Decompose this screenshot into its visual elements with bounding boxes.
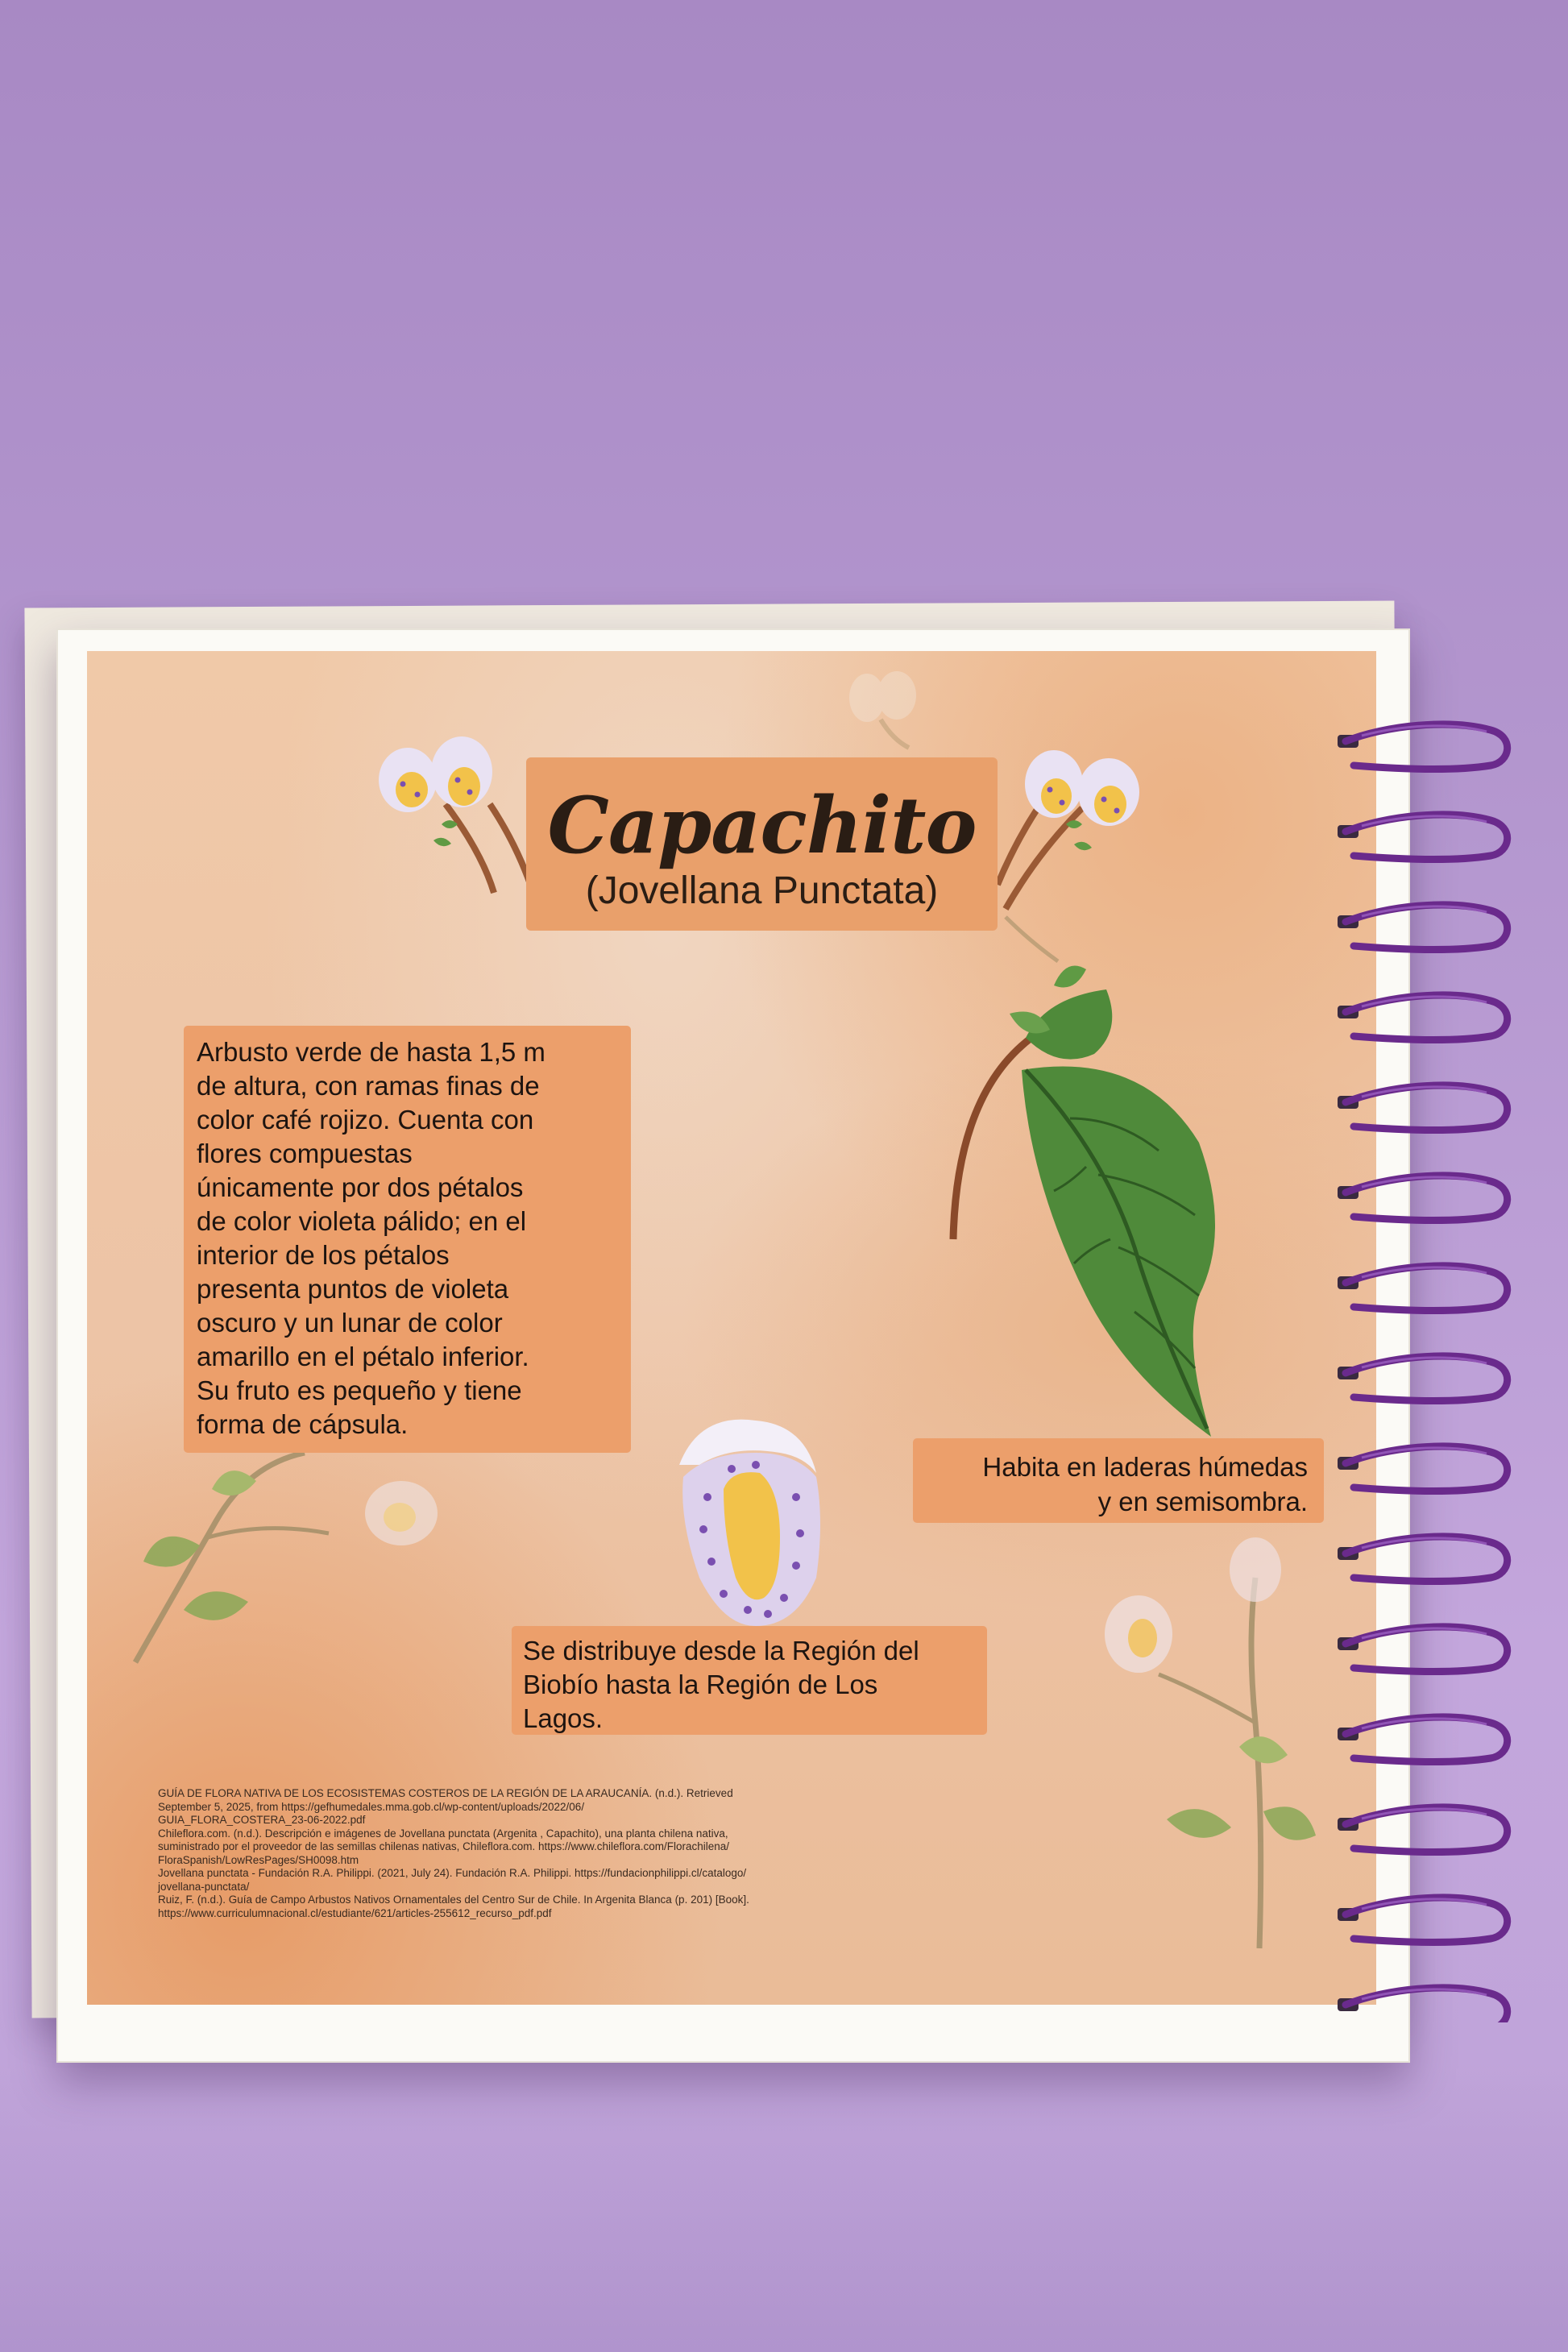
page-title: Capachito (547, 780, 977, 871)
description-line: amarillo en el pétalo inferior. (197, 1342, 529, 1371)
book-page (87, 651, 1376, 2005)
description-box (184, 1026, 631, 1453)
reference-line: FloraSpanish/LowResPages/SH0098.htm (158, 1853, 359, 1866)
spiral-coil-icon (1338, 815, 1508, 860)
reference-line: GUÍA DE FLORA NATIVA DE LOS ECOSISTEMAS COSTEROS DE LA REGIÓN DE LA ARAUCANÍA. (n.d.). Retrieved (158, 1787, 733, 1799)
reference-line: suministrado por el proveedor de las semillas chilenas nativas, Chileflora.com. https://www.chileflora.com/Florachilena/ (158, 1840, 730, 1852)
spiral-coil-icon (1338, 1807, 1508, 1852)
reference-line: Jovellana punctata - Fundación R.A. Philippi. (2021, July 24). Fundación R.A. Philippi. https://fundacionphilippi.cl/catalogo/ (158, 1867, 747, 1879)
habitat-line: Habita en laderas húmedas (982, 1452, 1308, 1482)
description-line: flores compuestas (197, 1139, 413, 1168)
leaf-illustration-icon (953, 966, 1215, 1437)
habitat-box (913, 1438, 1324, 1523)
reference-line: Chileflora.com. (n.d.). Descripción e imágenes de Jovellana punctata (Argenita , Capachito), una planta chilena nativa, (158, 1827, 728, 1840)
spiral-coil-icon (1338, 1266, 1508, 1311)
spiral-coil-icon (1338, 995, 1508, 1040)
spiral-coil-icon (1338, 1176, 1508, 1221)
description-line: interior de los pétalos (197, 1240, 450, 1270)
distribution-line: Biobío hasta la Región de Los (523, 1670, 878, 1699)
flower-detail-illustration-icon (679, 1420, 820, 1626)
description-line: de color violeta pálido; en el (197, 1206, 527, 1236)
description-line: Arbusto verde de hasta 1,5 m (197, 1037, 545, 1067)
spiral-coil-icon (1338, 1537, 1508, 1582)
spiral-coil-icon (1338, 1627, 1508, 1672)
description-line: oscuro y un lunar de color (197, 1308, 503, 1338)
spiral-coil-icon (1338, 724, 1508, 769)
branch-bottom-right-icon (1105, 1537, 1316, 1948)
spiral-coil-icon (1338, 1898, 1508, 1943)
distribution-line: Lagos. (523, 1703, 604, 1733)
spiral-binding-icon (1329, 701, 1539, 2022)
description-line: presenta puntos de violeta (197, 1274, 509, 1304)
reference-line: https://www.curriculumnacional.cl/estudiante/621/articles-255612_recurso_pdf.pdf (158, 1906, 552, 1919)
reference-line: jovellana-punctata/ (158, 1880, 250, 1893)
scientific-name: (Jovellana Punctata) (585, 869, 939, 912)
references (158, 1787, 1012, 1920)
spiral-coil-icon (1338, 1446, 1508, 1491)
reference-line: Ruiz, F. (n.d.). Guía de Campo Arbustos Nativos Ornamentales del Centro Sur de Chile. In Argenita Blanca (p. 201) [Book]. (158, 1894, 749, 1906)
flower-cluster-left-icon (379, 736, 538, 909)
reference-line: GUIA_FLORA_COSTERA_23-06-2022.pdf (158, 1814, 366, 1826)
spiral-coil-icon (1338, 1356, 1508, 1401)
description-line: color café rojizo. Cuenta con (197, 1105, 534, 1135)
faded-top-flower-icon (849, 671, 916, 748)
description-line: únicamente por dos pétalos (197, 1172, 524, 1202)
title-box (526, 757, 998, 931)
description-line: Su fruto es pequeño y tiene (197, 1375, 522, 1405)
spiral-coil-icon (1338, 1988, 1508, 2022)
table-surface (0, 2063, 1568, 2352)
spiral-coil-icon (1338, 1085, 1508, 1130)
flower-cluster-right-icon (998, 750, 1139, 961)
distribution-line: Se distribuye desde la Región del (523, 1636, 919, 1665)
spiral-coil-icon (1338, 1717, 1508, 1762)
description-line: forma de cápsula. (197, 1409, 409, 1439)
spiral-coil-icon (1338, 905, 1508, 950)
reference-line: September 5, 2025, from https://gefhumedales.mma.gob.cl/wp-content/uploads/2022/06/ (158, 1800, 585, 1813)
distribution-box (512, 1626, 987, 1735)
branch-bottom-left-icon (135, 1453, 438, 1662)
description-line: de altura, con ramas finas de (197, 1071, 540, 1101)
habitat-line: y en semisombra. (1097, 1487, 1308, 1516)
